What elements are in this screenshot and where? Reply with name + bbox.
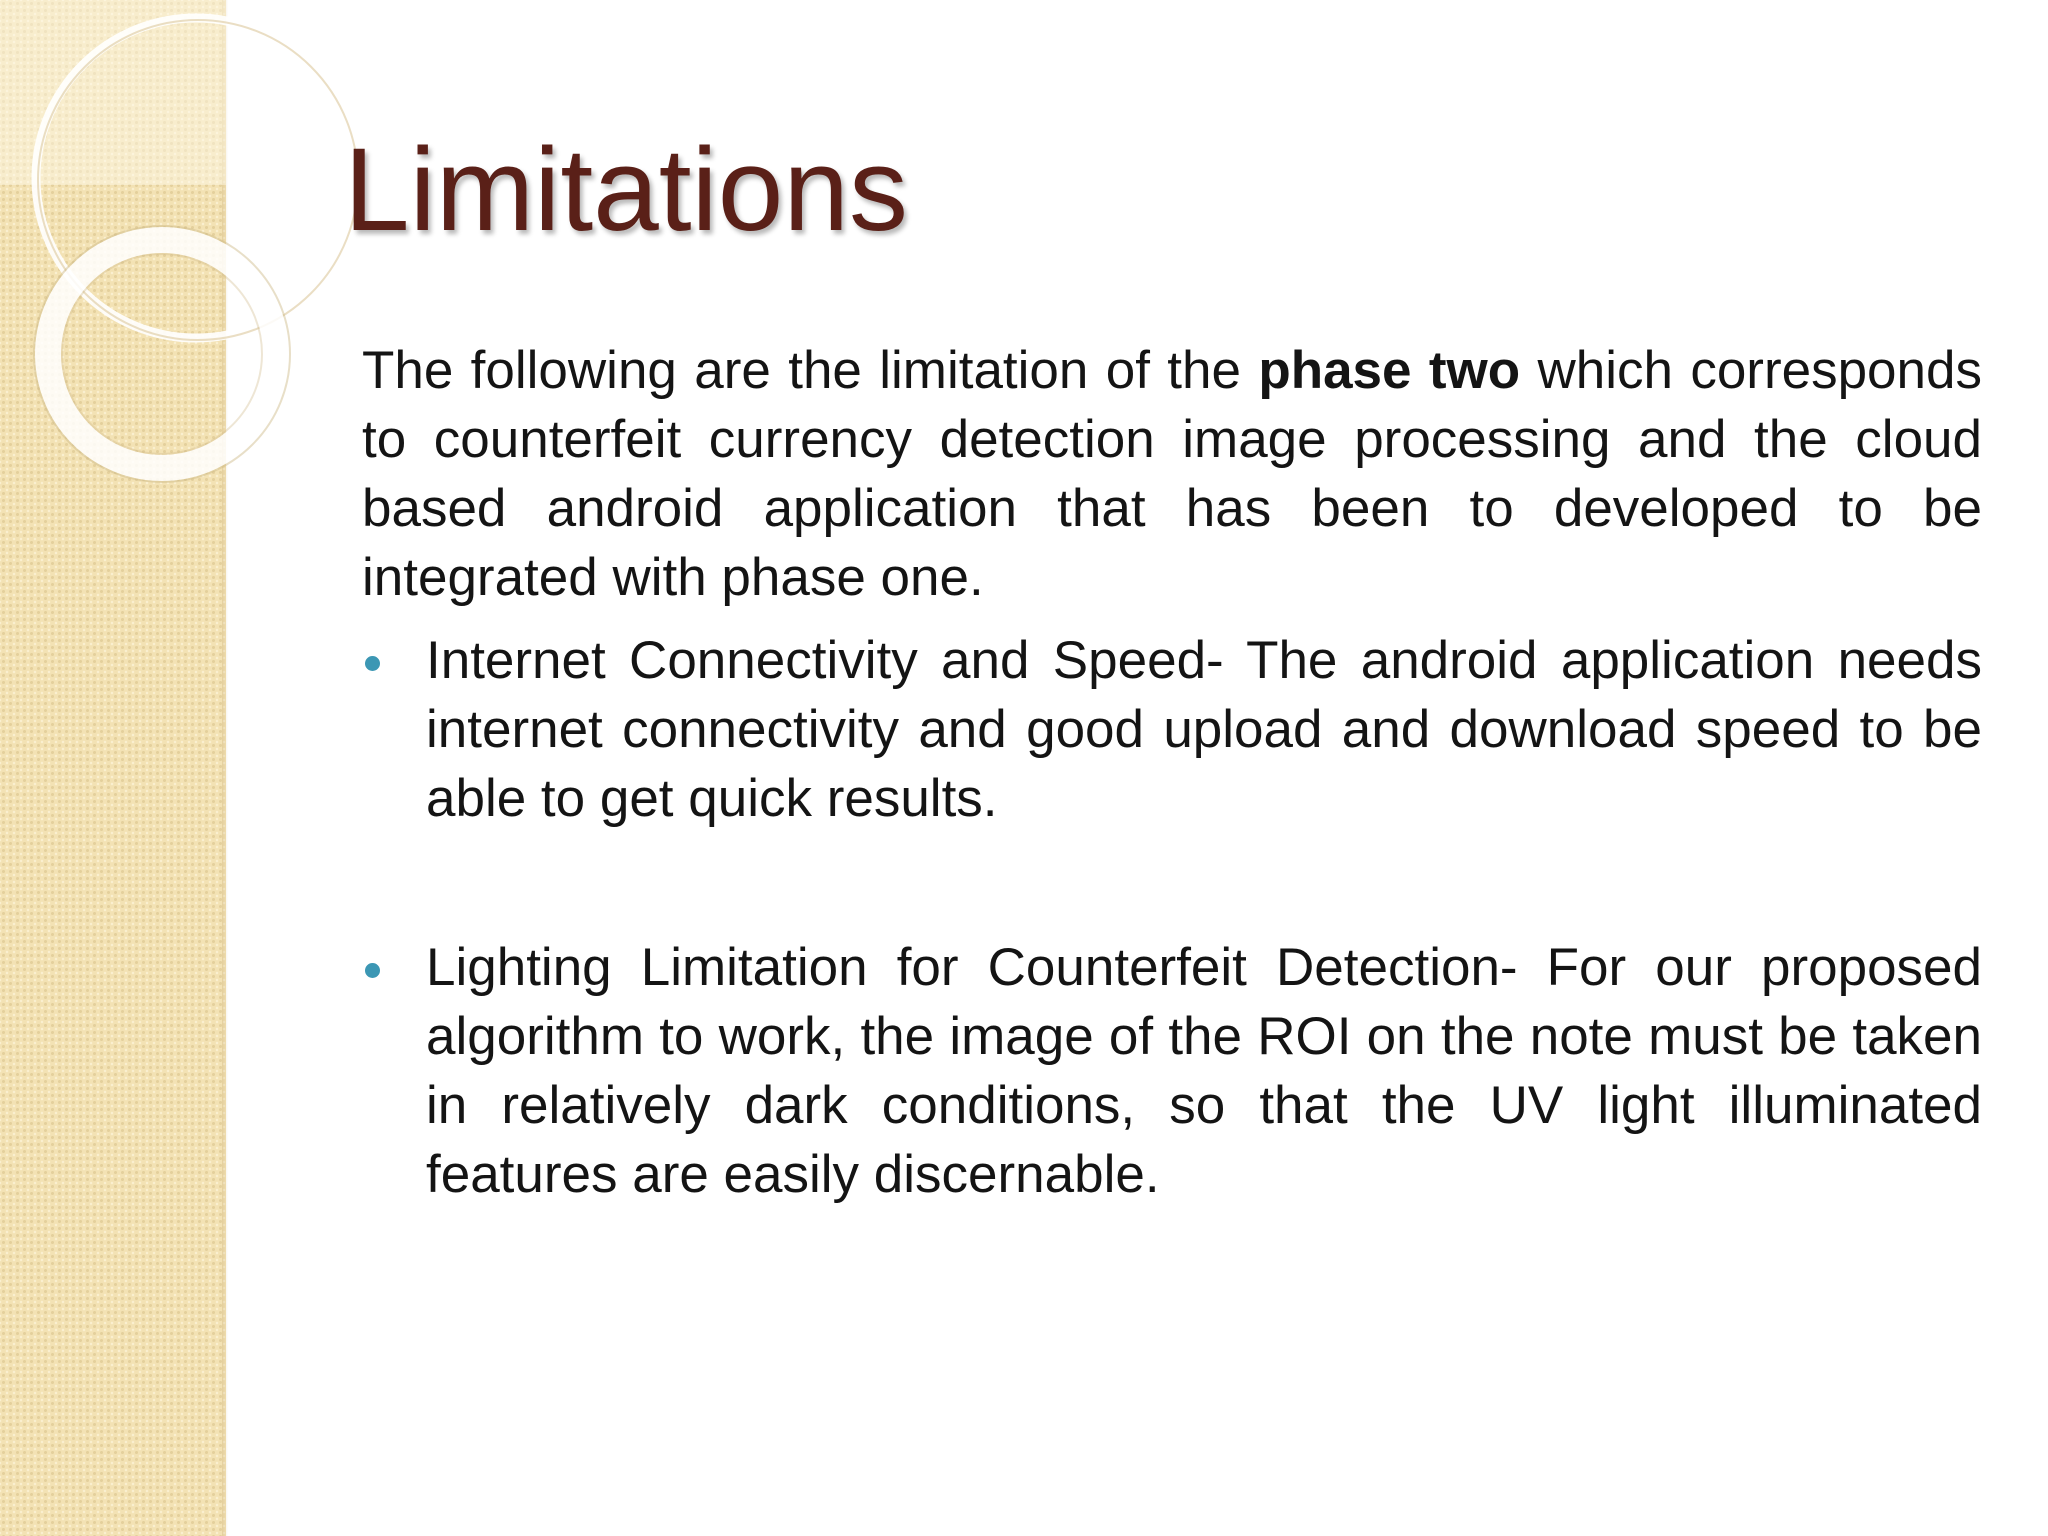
bullet-item-internet-connectivity: [362, 626, 1982, 833]
decorative-circles: [0, 0, 240, 520]
intro-paragraph: [362, 336, 1982, 612]
slide-body: [362, 336, 1982, 1209]
slide-title: Limitations: [344, 124, 909, 256]
bullet-dot-icon: [365, 656, 380, 671]
bullet-item-lighting-limitation: [362, 933, 1982, 1209]
bullet-text: Internet Connectivity and Speed- The android application needs internet connectivity and good upload and download speed to be able to get quick results.: [426, 631, 1982, 828]
intro-text-end: which corresponds to counterfeit currency detection image processing and the cloud based android application that has been to developed to be integrated with phase one.: [362, 341, 1982, 607]
bullet-text: Lighting Limitation for Counterfeit Detection- For our proposed algorithm to work, the image of the ROI on the note must be taken in relatively dark conditions, so that the UV light illuminated features are easily discernable.: [426, 938, 1982, 1204]
bullet-dot-icon: [365, 963, 380, 978]
intro-bold-phrase: phase two: [1258, 341, 1521, 400]
intro-text-start: The following are the limitation of the: [362, 341, 1241, 400]
